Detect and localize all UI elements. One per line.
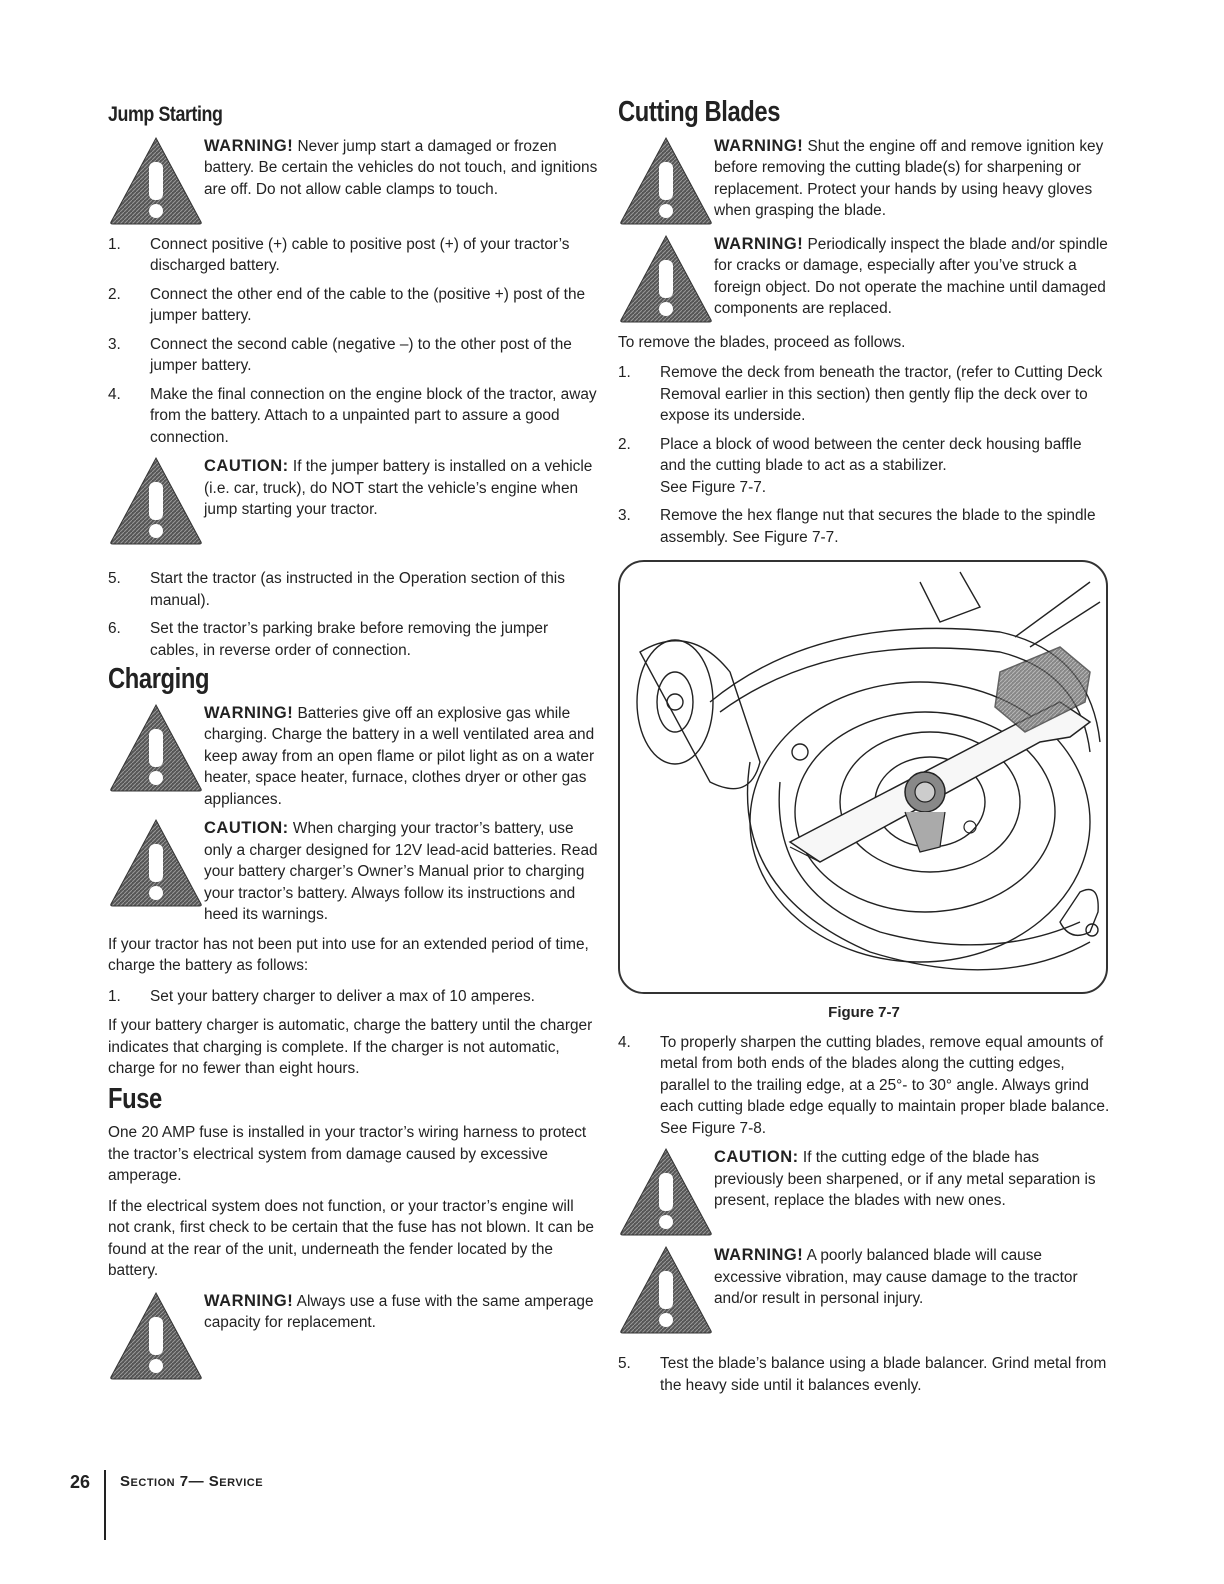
warning-triangle-icon xyxy=(618,234,714,324)
remove-blades-steps xyxy=(618,362,1110,548)
blade-removal-warning xyxy=(618,136,1110,226)
charging-paragraph: If your tractor has not been put into use for an extended period of time, charge the battery as follows: xyxy=(108,935,589,974)
warning-text: Periodically inspect the blade and/or spindle for cracks or damage, especially after you’ve struck a foreign object. Do not operate the machine until damaged components are replaced. xyxy=(714,235,1108,317)
jump-caution xyxy=(108,456,598,546)
warning-triangle-icon xyxy=(108,136,204,226)
figure-caption: Figure 7-7 xyxy=(828,1004,900,1021)
page-footer xyxy=(70,1470,263,1550)
warning-text: Batteries give off an explosive gas while charging. Charge the battery in a well ventilated area and keep away from an open flame or pilot light as on a water heater, space heater, furnace, clothes dryer or other gas appliances. xyxy=(204,704,595,808)
jump-warning xyxy=(108,136,598,226)
list-item xyxy=(108,618,598,661)
warning-triangle-icon xyxy=(618,136,714,226)
balance-steps xyxy=(618,1353,1110,1396)
list-item xyxy=(108,986,598,1008)
caution-label: CAUTION: xyxy=(204,457,289,475)
step-text: Start the tractor (as instructed in the Operation section of this manual). xyxy=(150,570,565,609)
warning-label: WARNING! xyxy=(204,703,294,722)
balance-warning xyxy=(618,1245,1110,1335)
charging-warning xyxy=(108,703,598,811)
jump-steps-list xyxy=(108,234,598,449)
mower-deck-drawing xyxy=(620,562,1106,992)
section-title: Section 7— Service xyxy=(120,1473,264,1490)
warning-label: WARNING! xyxy=(714,1246,804,1264)
step-number: 1. xyxy=(618,364,631,381)
remove-blades-intro: To remove the blades, proceed as follows. xyxy=(618,333,906,351)
caution-text: When charging your tractor’s battery, use only a charger designed for 12V lead-acid batteries. Read your battery charger’s Owner’s Manual prior to charging your tractor’s battery. Always follow its instructions and heed its warnings. xyxy=(204,820,598,923)
step-number: 2. xyxy=(618,435,631,453)
warning-label: WARNING! xyxy=(714,136,804,155)
step-number: 5. xyxy=(108,570,121,587)
step-text: Make the final connection on the engine block of the tractor, away from the battery. Attach to a unpainted part to assure a good connection. xyxy=(150,385,597,446)
warning-triangle-icon xyxy=(108,818,204,908)
warning-text: Always use a fuse with the same amperage capacity for replacement. xyxy=(204,1292,594,1331)
step-number: 1. xyxy=(108,987,121,1005)
list-item xyxy=(618,505,1110,548)
step-number: 4. xyxy=(108,385,121,403)
step-number: 1. xyxy=(108,235,121,253)
charging-steps-list xyxy=(108,986,598,1008)
fuse-heading: Fuse xyxy=(108,1082,162,1115)
list-item xyxy=(618,362,1110,427)
warning-label: WARNING! xyxy=(714,234,804,253)
step-number: 4. xyxy=(618,1033,631,1051)
list-item xyxy=(108,384,598,449)
step-number: 5. xyxy=(618,1355,631,1372)
figure-7-7-illustration xyxy=(618,560,1108,994)
step-text: Connect positive (+) cable to positive post (+) of your tractor’s discharged battery. xyxy=(150,235,570,274)
caution-label: CAUTION: xyxy=(714,1148,799,1166)
step-text: Remove the hex flange nut that secures the blade to the spindle assembly. See Figure 7-7. xyxy=(660,507,1096,546)
caution-text: If the jumper battery is installed on a vehicle (i.e. car, truck), do NOT start the vehicle’s engine when jump starting your tractor. xyxy=(204,458,593,518)
warning-text: A poorly balanced blade will cause excessive vibration, may cause damage to the tractor and/or result in personal injury. xyxy=(714,1247,1078,1307)
right-column xyxy=(618,96,1110,1404)
list-item xyxy=(618,1032,1110,1140)
step-number: 2. xyxy=(108,285,121,303)
step-text: Connect the other end of the cable to the (positive +) post of the jumper battery. xyxy=(150,285,586,324)
list-item xyxy=(108,568,598,611)
step-number: 3. xyxy=(108,335,121,353)
left-column xyxy=(108,100,598,1389)
list-item xyxy=(108,234,598,277)
step-number: 6. xyxy=(108,620,121,637)
jump-steps-list-continued xyxy=(108,568,598,661)
page-number: 26 xyxy=(70,1472,91,1492)
step-number: 3. xyxy=(618,507,631,524)
list-item xyxy=(618,434,1110,499)
charging-heading: Charging xyxy=(108,663,210,695)
charging-paragraph: If your battery charger is automatic, charge the battery until the charger indicates that charging is complete. If the charger is not automatic, charge for no fewer than eight hours. xyxy=(108,1017,593,1077)
warning-label: WARNING! xyxy=(204,1291,294,1310)
list-item xyxy=(108,334,598,377)
blade-inspection-warning xyxy=(618,234,1110,324)
list-item xyxy=(108,284,598,327)
charging-caution xyxy=(108,818,598,926)
footer-divider xyxy=(104,1470,106,1540)
caution-text: If the cutting edge of the blade has previously been sharpened, or if any metal separation is present, replace the blades with new ones. xyxy=(714,1149,1096,1209)
step-text: Set your battery charger to deliver a max of 10 amperes. xyxy=(150,987,535,1005)
jump-starting-heading: Jump Starting xyxy=(108,103,223,126)
step-text: Set the tractor’s parking brake before removing the jumper cables, in reverse order of connection. xyxy=(150,620,549,659)
warning-triangle-icon xyxy=(618,1245,714,1335)
sharpen-caution xyxy=(618,1147,1110,1237)
step-text: Test the blade’s balance using a blade balancer. Grind metal from the heavy side until it balances evenly. xyxy=(660,1355,1107,1394)
warning-triangle-icon xyxy=(108,703,204,793)
warning-triangle-icon xyxy=(108,456,204,546)
warning-label: WARNING! xyxy=(204,136,294,155)
warning-text: Never jump start a damaged or frozen battery. Be certain the vehicles do not touch, and ignitions are off. Do not allow cable clamps to touch. xyxy=(204,137,598,198)
warning-triangle-icon xyxy=(618,1147,714,1237)
fuse-paragraph: One 20 AMP fuse is installed in your tractor’s wiring harness to protect the tractor’s electrical system from damage caused by excessive amperage. xyxy=(108,1124,587,1184)
step-text: Place a block of wood between the center deck housing baffle and the cutting blade to act as a stabilizer. See Figure 7-7. xyxy=(660,435,1082,496)
step-text: Connect the second cable (negative –) to the other post of the jumper battery. xyxy=(150,335,572,374)
step-text: Remove the deck from beneath the tractor, (refer to Cutting Deck Removal earlier in this section) then gently flip the deck over to expose its underside. xyxy=(660,364,1103,424)
sharpen-steps xyxy=(618,1032,1110,1140)
list-item xyxy=(618,1353,1110,1396)
fuse-warning xyxy=(108,1291,598,1381)
caution-label: CAUTION: xyxy=(204,819,289,837)
warning-triangle-icon xyxy=(108,1291,204,1381)
cutting-blades-heading: Cutting Blades xyxy=(618,96,781,128)
fuse-paragraph: If the electrical system does not function, or your tractor’s engine will not crank, first check to be certain that the fuse has not blown. It can be found at the rear of the unit, underneath the fender located by the battery. xyxy=(108,1197,594,1279)
warning-text: Shut the engine off and remove ignition key before removing the cutting blade(s) for sharpening or replacement. Protect your hands by using heavy gloves when grasping the blade. xyxy=(714,137,1104,219)
step-text: To properly sharpen the cutting blades, remove equal amounts of metal from both ends of the blades along the cutting edges, parallel to the trailing edge, at a 25°- to 30° angle. Always grind each cutting blade edge equally to maintain proper blade balance. See Figure 7-8. xyxy=(660,1033,1110,1137)
